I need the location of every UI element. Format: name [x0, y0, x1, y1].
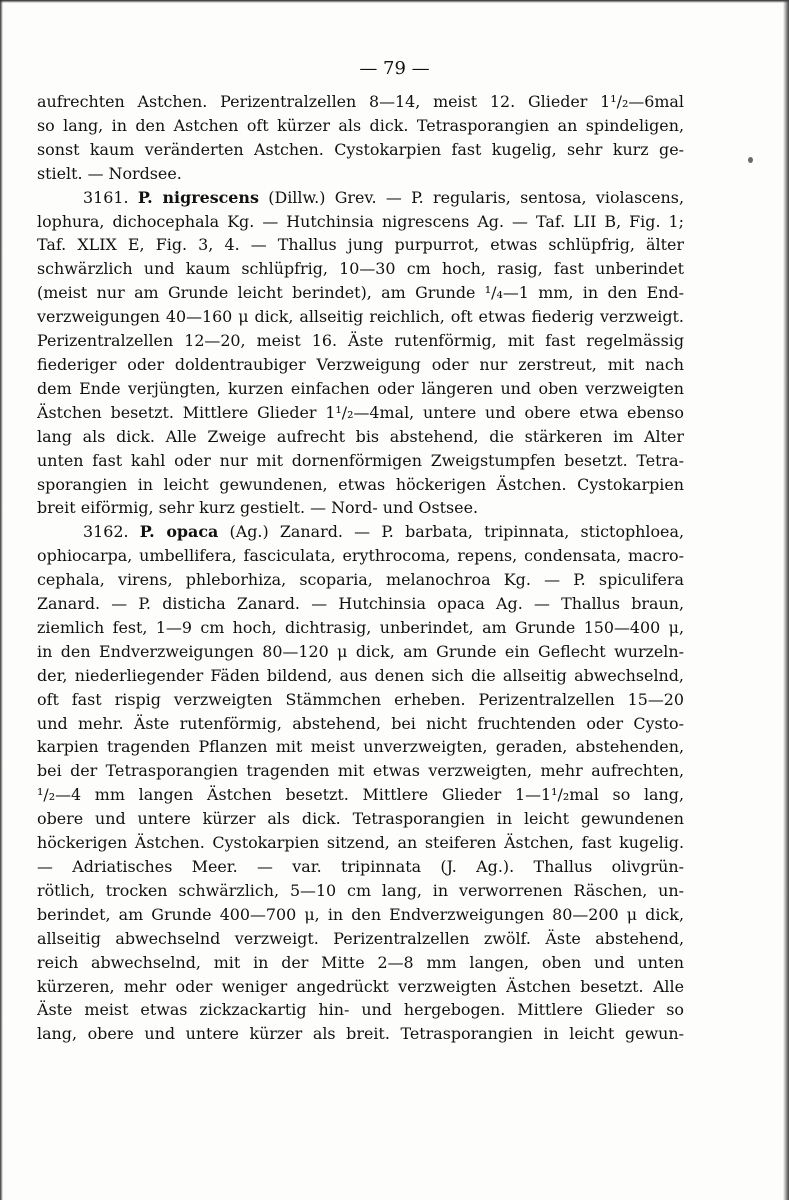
text-line: unten fast kahl oder nur mit dornenförmigen Zweigstumpfen besetzt. Tetra- [37, 450, 684, 470]
text-line: ziemlich fest, 1—9 cm hoch, dichtrasig, unberindet, am Grunde 150—400 μ, [37, 617, 684, 637]
entry-first-line [37, 186, 684, 210]
text-line: karpien tragenden Pflanzen mit meist unverzweigten, geraden, abstehenden, [37, 737, 684, 757]
text-line: lang, obere und untere kürzer als breit. Tetrasporangien in leicht gewun- [37, 1024, 684, 1044]
text-line: sporangien in leicht gewundenen, etwas höckerigen Ästchen. Cystokarpien [37, 474, 684, 494]
text-line: schwärzlich und kaum schlüpfrig, 10—30 cm hoch, rasig, fast unberindet [37, 259, 684, 279]
text-line: (meist nur am Grunde leicht berindet), am Grunde ¹/₄—1 mm, in den End- [37, 283, 684, 303]
species-entry-3162 [37, 520, 684, 1046]
scan-edge-left [0, 0, 3, 1200]
species-entry-3161 [37, 186, 684, 521]
text-line: reich abwechselnd, mit in der Mitte 2—8 mm langen, oben und unten [37, 952, 684, 972]
text-line: stielt. — Nordsee. [37, 163, 182, 183]
text-line: höckerigen Ästchen. Cystokarpien sitzend, an steiferen Ästchen, fast kugelig. [37, 833, 684, 853]
entry-number: 3162. [83, 522, 129, 542]
text-line: verzweigungen 40—160 μ dick, allseitig reichlich, oft etwas fiederig verzweigt. [37, 307, 684, 327]
text-line: (Ag.) Zanard. — P. barbata, tripinnata, stictophloea, [218, 522, 684, 542]
text-line: (Dillw.) Grev. — P. regularis, sentosa, violascens, [258, 187, 684, 207]
text-line: bei der Tetrasporangien tragenden mit etwas verzweigten, mehr aufrechten, [37, 761, 684, 781]
text-line: dem Ende verjüngten, kurzen einfachen oder längeren und oben verzweigten [37, 378, 684, 398]
page-number: — 79 — [359, 58, 430, 79]
text-line: sonst kaum veränderten Astchen. Cystokarpien fast kugelig, sehr kurz ge- [37, 139, 684, 159]
text-line: berindet, am Grunde 400—700 μ, in den Endverzweigungen 80—200 μ dick, [37, 904, 684, 924]
text-line: fiederiger oder doldentraubiger Verzweigung oder nur zerstreut, mit nach [37, 354, 684, 374]
text-line: lophura, dichocephala Kg. — Hutchinsia nigrescens Ag. — Taf. LII B, Fig. 1; [37, 211, 684, 231]
text-line: ¹/₂—4 mm langen Ästchen besetzt. Mittlere Glieder 1—1¹/₂mal so lang, [37, 785, 684, 805]
text-line: Zanard. — P. disticha Zanard. — Hutchinsia opaca Ag. — Thallus braun, [37, 594, 684, 614]
text-line: Äste meist etwas zickzackartig hin- und hergebogen. Mittlere Glieder so [37, 1000, 684, 1020]
text-line: oft fast rispig verzweigten Stämmchen erheben. Perizentralzellen 15—20 [37, 689, 684, 709]
text-line: lang als dick. Alle Zweige aufrecht bis abstehend, die stärkeren im Alter [37, 426, 684, 446]
scan-edge-top [0, 0, 789, 3]
text-line: obere und untere kürzer als dick. Tetrasporangien in leicht gewundenen [37, 809, 684, 829]
entry-first-line [37, 520, 684, 544]
entry-number: 3161. [83, 187, 129, 207]
text-line: ophiocarpa, umbellifera, fasciculata, erythrocoma, repens, condensata, macro- [37, 546, 684, 566]
species-name: P. nigrescens [137, 187, 259, 207]
text-line: breit eiförmig, sehr kurz gestielt. — Nord- und Ostsee. [37, 498, 479, 518]
text-line: — Adriatisches Meer. — var. tripinnata (J. Ag.). Thallus olivgrün- [37, 857, 684, 876]
text-line: in den Endverzweigungen 80—120 μ dick, am Grunde ein Geflecht wurzeln- [37, 641, 684, 661]
text-line: allseitig abwechselnd verzweigt. Perizentralzellen zwölf. Äste abstehend, [37, 928, 684, 948]
text-line: Taf. XLIX E, Fig. 3, 4. — Thallus jung purpurrot, etwas schlüpfrig, älter [37, 235, 684, 255]
text-line: der, niederliegender Fäden bildend, aus denen sich die allseitig abwechselnd, [37, 665, 684, 685]
body-text [37, 90, 684, 1046]
text-line: kürzeren, mehr oder weniger angedrückt verzweigten Ästchen besetzt. Alle [37, 976, 684, 996]
text-line: cephala, virens, phleborhiza, scoparia, melanochroa Kg. — P. spiculifera [37, 570, 684, 590]
text-line: rötlich, trocken schwärzlich, 5—10 cm lang, in verworrenen Räschen, un- [37, 880, 684, 900]
ink-speck [748, 157, 753, 163]
text-line: Perizentralzellen 12—20, meist 16. Äste rutenförmig, mit fast regelmässig [37, 331, 684, 351]
text-line: aufrechten Astchen. Perizentralzellen 8—14, meist 12. Glieder 1¹/₂—6mal [37, 92, 684, 111]
text-line: Ästchen besetzt. Mittlere Glieder 1¹/₂—4mal, untere und obere etwa ebenso [37, 402, 684, 422]
species-name: P. opaca [139, 522, 219, 542]
paragraph-continuation [37, 90, 684, 186]
text-line: und mehr. Äste rutenförmig, abstehend, bei nicht fruchtenden oder Cysto- [37, 713, 684, 733]
scan-edge-right [783, 0, 789, 1200]
text-line: so lang, in den Astchen oft kürzer als dick. Tetrasporangien an spindeligen, [37, 115, 684, 135]
